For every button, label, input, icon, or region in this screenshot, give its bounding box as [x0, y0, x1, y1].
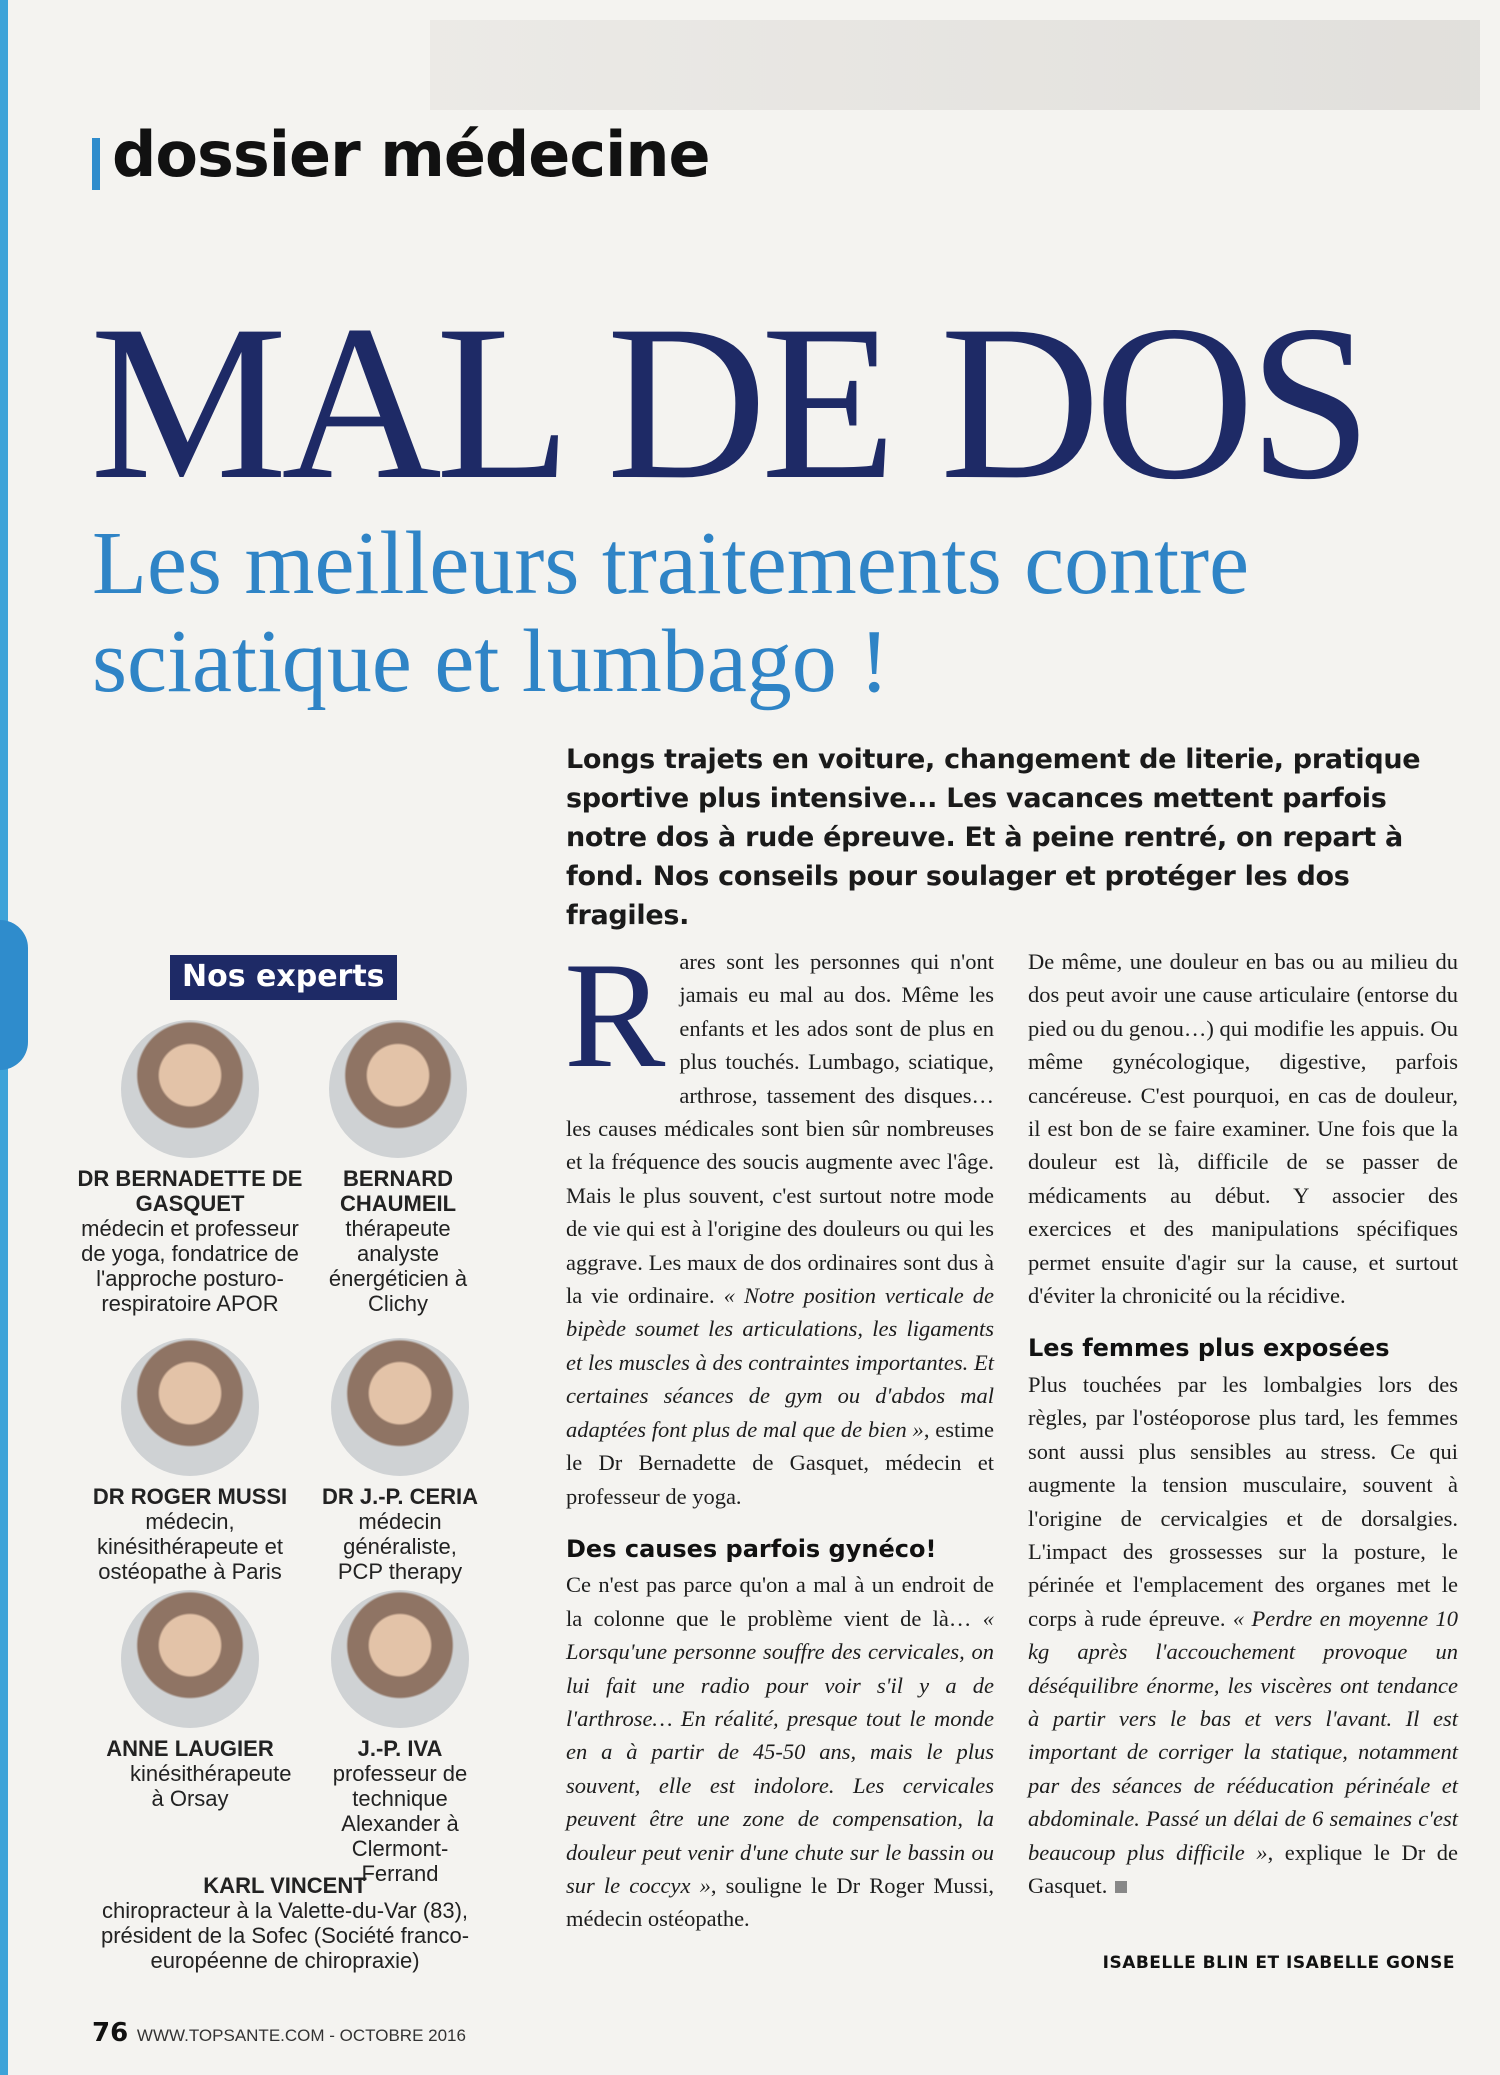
- article-column-2: [1028, 945, 1458, 1902]
- drop-cap: R: [564, 931, 666, 1099]
- expert-photo: [121, 1590, 259, 1728]
- expert-name: ANNE LAUGIER: [106, 1736, 274, 1761]
- page-number: 76: [92, 2018, 129, 2048]
- expert-photo: [329, 1020, 467, 1158]
- expert-role: professeur de technique Alexander à Clermont-Ferrand: [332, 1761, 468, 1886]
- end-mark-icon: [1115, 1881, 1127, 1893]
- page-footer: [92, 2018, 466, 2048]
- side-tab-decoration: [0, 920, 28, 1070]
- expert-card: [70, 1338, 310, 1584]
- expert-role: médecin, kinésithérapeute et ostéopathe à Paris: [97, 1509, 283, 1584]
- article-paragraph: De même, une douleur en bas ou au milieu du dos peut avoir une cause articulaire (entorse du pied ou du genou…) qui modifie les appuis. Ou même gynécologique, digestive, parfois cancéreuse. C'est pourquoi, en cas de douleur, il est bon de se faire examiner. Une fois que la douleur est là, difficile de se passer de médicaments au début. Y associer des exercices et des manipulations spécifiques permet ensuite d'agir sur la cause, et surtout d'éviter la chronicité ou la récidive.: [1028, 949, 1458, 1309]
- expert-card: [280, 1590, 520, 1886]
- rubric-label: dossier médecine: [112, 118, 710, 191]
- expert-role: kinésithérapeute à Orsay: [130, 1761, 292, 1811]
- expert-name: KARL VINCENT: [203, 1873, 367, 1898]
- expert-name: DR ROGER MUSSI: [92, 1484, 288, 1509]
- footer-text: WWW.TOPSANTE.COM - OCTOBRE 2016: [136, 2026, 466, 2045]
- expert-name: BERNARD CHAUMEIL: [339, 1166, 457, 1216]
- article-paragraph: Ce n'est pas parce qu'on a mal à un endroit de la colonne que le problème vient de là… « Lorsqu'une personne souffre des cervicales, on lui fait une radio pour voir s'il y a de l'arthrose… En réalité, presque tout le monde en a à partir de 45-50 ans, mais le plus souvent, elle est indolore. Les cervicales peuvent être une zone de compensation, la douleur peut venir d'une chute sur le bassin ou sur le coccyx », souligne le Dr Roger Mussi, médecin ostéopathe.: [566, 1572, 994, 1932]
- lead-paragraph: Longs trajets en voiture, changement de literie, pratique sportive plus intensive... Les vacances mettent parfois notre dos à rude épreuve. Et à peine rentré, on repart à fond. Nos conseils pour soulager et protéger les dos fragiles.: [566, 744, 1421, 931]
- expert-role: médecin généraliste, PCP therapy: [337, 1509, 463, 1584]
- article-column-1: [564, 931, 995, 1936]
- section-heading: Les femmes plus exposées: [1028, 1334, 1390, 1363]
- subheadline: Les meilleurs traitements contre sciatique et lumbago !: [92, 514, 1250, 711]
- experts-heading: Nos experts: [170, 955, 397, 1000]
- expert-card: [280, 1338, 520, 1584]
- expert-card: [70, 1020, 310, 1316]
- expert-photo: [331, 1590, 469, 1728]
- expert-name: J.-P. IVA: [357, 1736, 443, 1761]
- expert-name: DR J.-P. CERIA: [321, 1484, 479, 1509]
- author-signature: ISABELLE BLIN ET ISABELLE GONSE: [1102, 1953, 1455, 1973]
- expert-card: [278, 1020, 518, 1316]
- expert-karl: [90, 1873, 480, 1973]
- expert-photo: [331, 1338, 469, 1476]
- rubric-marker: [92, 138, 100, 190]
- article-paragraph: Plus touchées par les lombalgies lors des règles, par l'ostéoporose plus tard, les femmes sont aussi plus sensibles au stress. Ce qui augmente la tension musculaire, souvent à l'origine de cervicalgies et de dorsalgies. L'impact des grossesses sur la posture, le périnée et l'emplacement des organes met le corps à rude épreuve. « Perdre en moyenne 10 kg après l'accouchement provoque un déséquilibre énorme, les viscères ont tendance à partir vers le bas et vers l'avant. Il est important de corriger la statique, notamment par des séances de rééducation périnéale et abdominale. Passé un délai de 6 semaines c'est beaucoup plus difficile », explique le Dr de Gasquet.: [1028, 1371, 1458, 1898]
- article-paragraph: Rares sont les personnes qui n'ont jamais eu mal au dos. Même les enfants et les ados sont de plus en plus touchés. Lumbago, sciatique, arthrose, tassement des disques… les causes médicales sont bien sûr nombreuses et la fréquence des soucis augmente avec l'âge. Mais le plus souvent, c'est surtout notre mode de vie qui est à l'origine des douleurs ou qui les aggrave. Les maux de dos ordinaires sont dus à la vie ordinaire. « Notre position verticale de bipède soumet les articulations, les ligaments et les muscles à des contraintes importantes. Et certaines séances de gym ou d'abdos mal adaptées font plus de mal que de bien », estime le Dr Bernadette de Gasquet, médecin et professeur de yoga.: [564, 931, 995, 1509]
- expert-photo: [121, 1020, 259, 1158]
- expert-role: chiropracteur à la Valette-du-Var (83), président de la Sofec (Société franco-européenne de chiropraxie): [100, 1898, 470, 1973]
- expert-photo: [121, 1338, 259, 1476]
- section-heading: Des causes parfois gynéco!: [566, 1534, 937, 1563]
- expert-card: [70, 1590, 310, 1811]
- expert-role: médecin et professeur de yoga, fondatrice de l'approche posturo-respiratoire APOR: [81, 1216, 299, 1316]
- headline: MAL DE DOS: [90, 280, 1367, 526]
- expert-name: DR BERNADETTE DE GASQUET: [77, 1166, 303, 1216]
- expert-role: thérapeute analyste énergéticien à Clichy: [328, 1216, 468, 1316]
- background-photo-strip: [430, 20, 1480, 110]
